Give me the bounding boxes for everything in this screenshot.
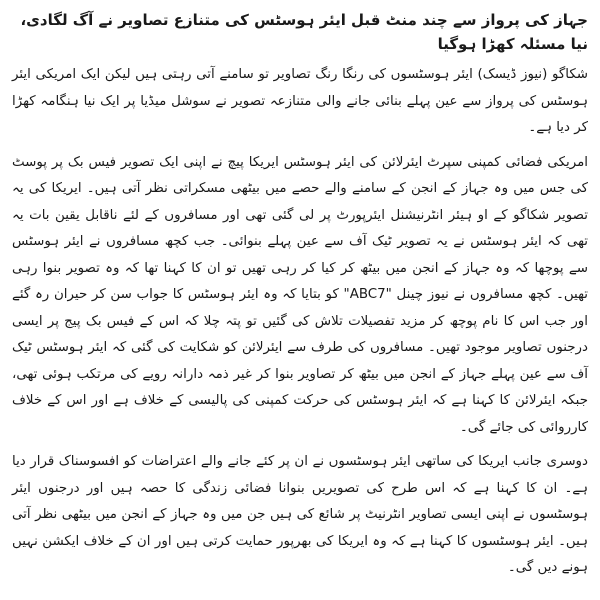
article-paragraph-intro: شکاگو (نیوز ڈیسک) ایئر ہوسٹسوں کی رنگا رنگ تصاویر تو سامنے آتی رہتی ہیں لیکن ایک امریکی ایئر ہوسٹس کی پرواز سے عین پہلے بنائی جانے والی متنازعہ تصویر نے سوشل میڈیا پر ایک نیا ہنگامہ کھڑا کر دیا ہے۔ — [12, 67, 588, 135]
article-paragraph-details: امریکی فضائی کمپنی سپرٹ ایئرلائن کی ایئر ہوسٹس ایریکا پیچ نے اپنی ایک تصویر فیس بک پر پوسٹ کی جس میں وہ جہاز کے انجن کے سامنے والے حصے میں بیٹھی مسکراتی نظر آتی ہیں۔ ایریکا کی یہ تصویر شکاگو کے او ہیئر انٹرنیشنل ایئرپورٹ پر لی گئی تھی اور مسافروں کے لئے ناقابل یقین بات یہ تھی کہ ایئر ہوسٹس نے یہ تصویر ٹیک آف سے عین پہلے بنوائی۔ جب کچھ مسافروں نے ایئر ہوسٹس سے پوچھا کہ وہ جہاز کے انجن میں بیٹھ کر کیا کر رہی تھیں تو ان کا کہنا تھا کہ وہ تصویر بنوا رہی تھیں۔ کچھ مسافروں نے نیوز چینل "ABC7" کو بتایا کہ وہ ایئر ہوسٹس کا جواب سن کر حیران رہ گئے اور جب اس کا نام پوچھ کر مزید تفصیلات تلاش کی گئیں تو پتہ چلا کہ اس کے فیس بک پیج پر ایسی درجنوں تصاویر موجود تھیں۔ مسافروں کی طرف سے ایئرلائن کو شکایت کی گئی کہ ایئر ہوسٹس ٹیک آف سے عین پہلے جہاز کے انجن میں بیٹھ کر تصاویر بنوا کر غیر ذمہ دارانہ رویے کی مرتکب ہوئی تھی، جبکہ ایئرلائن کا کہنا ہے کہ ایئر ہوسٹس کی حرکت کمپنی کی پالیسی کے خلاف ہے اور اس کے خلاف کارروائی کی جائے گی۔ — [12, 154, 588, 435]
article-paragraph-response: دوسری جانب ایریکا کی ساتھی ایئر ہوسٹسوں نے ان پر کئے جانے والے اعتراضات کو افسوسناک قرار دیا ہے۔ ان کا کہنا ہے کہ اس طرح کی تصویریں بنوانا فضائی زندگی کا حصہ ہیں اور درجنوں ایئر ہوسٹسوں نے اپنی ایسی تصاویر انٹرنیٹ پر شائع کی ہیں جن میں وہ جہاز کے انجن میں بیٹھی نظر آتی ہیں۔ ایئر ہوسٹسوں کا کہنا ہے کہ وہ ایریکا کی بھرپور حمایت کرتی ہیں اور ان کے خلاف ایکشن نہیں ہونے دیں گی۔ — [12, 454, 588, 575]
article-headline: جہاز کی پرواز سے چند منٹ قبل ایئر ہوسٹس کی متنازع تصاویر نے آگ لگادی، نیا مسئلہ کھڑا ہوگیا — [20, 11, 588, 53]
